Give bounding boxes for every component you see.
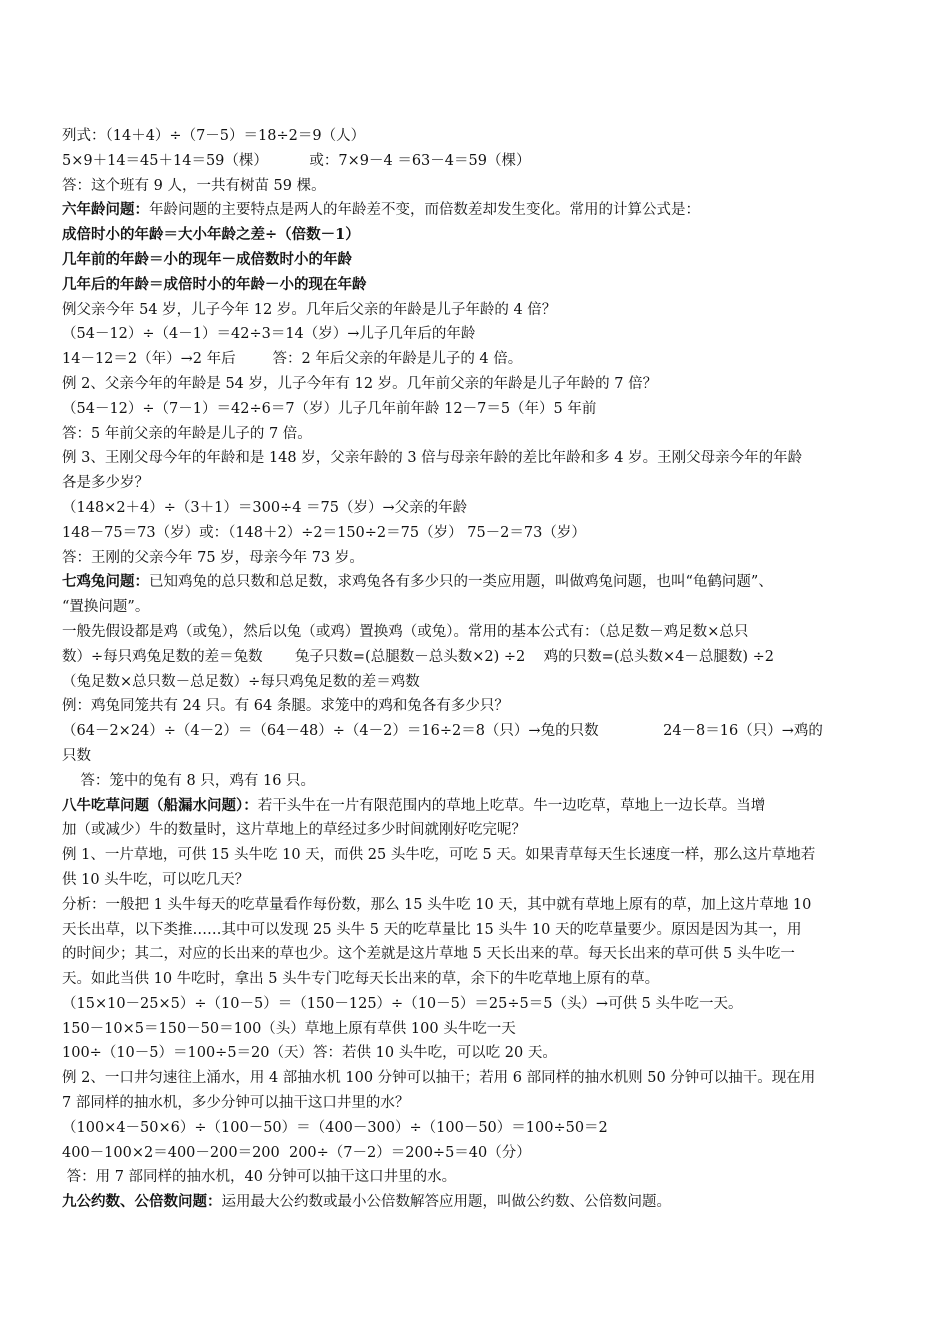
- text-line: [62, 719, 900, 744]
- body-text: 例 2、父亲今年的年龄是 54 岁，儿子今年有 12 岁。几年前父亲的年龄是儿子年龄的 7 倍？: [62, 375, 658, 392]
- text-line: [62, 322, 900, 347]
- text-line: [62, 397, 900, 422]
- body-text: 100÷（10－5）＝100÷5＝20（天）答：若供 10 头牛吃，可以吃 20 天。: [62, 1045, 557, 1062]
- text-line: [62, 992, 900, 1017]
- body-text: 5×9＋14＝45＋14＝59（棵） 或：7×9－4 ＝63－4＝59（棵）: [62, 152, 531, 169]
- bold-heading-text: 七鸡兔问题：: [62, 573, 149, 591]
- body-text: 例：鸡兔同笼共有 24 只。有 64 条腿。求笼中的鸡和兔各有多少只？: [62, 698, 509, 715]
- text-line: [62, 546, 900, 571]
- text-line: [62, 620, 900, 645]
- text-line: [62, 1066, 900, 1091]
- text-line: [62, 868, 900, 893]
- text-line: [62, 1190, 900, 1215]
- body-text: （100×4－50×6）÷（100－50）＝（400－300）÷（100－50）＝100÷50＝2: [62, 1119, 608, 1136]
- text-line: [62, 843, 900, 868]
- text-line: [62, 149, 900, 174]
- text-line: [62, 818, 900, 843]
- body-text: 的时间少；其二，对应的长出来的草也少。这个差就是这片草地 5 天长出来的草。每天长出来的草可供 5 头牛吃一: [62, 946, 795, 963]
- text-line: [62, 670, 900, 695]
- body-text: （148×2＋4）÷（3＋1）＝300÷4 ＝75（岁）→父亲的年龄: [62, 499, 468, 516]
- text-line: [62, 1141, 900, 1166]
- body-text: 答：这个班有 9 人，一共有树苗 59 棵。: [62, 177, 326, 194]
- body-text: （15×10－25×5）÷（10－5）＝（150－125）÷（10－5）＝25÷5＝5（头）→可供 5 头牛吃一天。: [62, 995, 743, 1012]
- text-line: [62, 893, 900, 918]
- text-line: [62, 694, 900, 719]
- text-line: [62, 372, 900, 397]
- body-text: 答：5 年前父亲的年龄是儿子的 7 倍。: [62, 425, 312, 442]
- text-line: [62, 298, 900, 323]
- body-text: 天。如此当供 10 牛吃时，拿出 5 头牛专门吃每天长出来的草，余下的牛吃草地上原有的草。: [62, 971, 660, 988]
- text-line: [62, 521, 900, 546]
- body-text: 各是多少岁？: [62, 475, 149, 492]
- bold-heading-text: 成倍时小的年龄＝大小年龄之差÷（倍数－1）: [62, 226, 360, 244]
- text-line: [62, 645, 900, 670]
- text-line: [62, 918, 900, 943]
- text-line: [62, 794, 900, 819]
- body-text: 148－75＝73（岁）或：（148＋2）÷2＝150÷2＝75（岁） 75－2＝73（岁）: [62, 524, 586, 541]
- body-text: 400－100×2＝400－200＝200 200÷（7－2）＝200÷5＝40（分）: [62, 1144, 531, 1161]
- text-line: [62, 1017, 900, 1042]
- body-text: 答：王刚的父亲今年 75 岁，母亲今年 73 岁。: [62, 549, 364, 566]
- text-line: [62, 446, 900, 471]
- text-line: [62, 471, 900, 496]
- body-text: 14－12＝2（年）→2 年后 答：2 年后父亲的年龄是儿子的 4 倍。: [62, 351, 523, 368]
- body-text: 150－10×5＝150－50＝100（头）草地上原有草供 100 头牛吃一天: [62, 1020, 516, 1037]
- body-text: （兔足数×总只数－总足数）÷每只鸡兔足数的差＝鸡数: [62, 673, 420, 690]
- bold-heading-text: 几年前的年龄＝小的现年－成倍数时小的年龄: [62, 250, 352, 268]
- text-line: [62, 347, 900, 372]
- body-text: 例 2、一口井匀速往上涌水，用 4 部抽水机 100 分钟可以抽干；若用 6 部同样的抽水机则 50 分钟可以抽干。现在用: [62, 1070, 816, 1087]
- body-text: 已知鸡兔的总只数和总足数，求鸡兔各有多少只的一类应用题，叫做鸡兔问题，也叫“龟鹤问题”、: [149, 574, 773, 591]
- body-text: 若干头牛在一片有限范围内的草地上吃草。牛一边吃草，草地上一边长草。当增: [257, 797, 766, 814]
- body-text: 供 10 头牛吃，可以吃几天？: [62, 871, 250, 888]
- body-text: 只数: [62, 747, 91, 764]
- text-line: [62, 744, 900, 769]
- bold-heading-text: 几年后的年龄＝成倍时小的年龄－小的现在年龄: [62, 275, 367, 293]
- body-text: 运用最大公约数或最小公倍数解答应用题，叫做公约数、公倍数问题。: [221, 1194, 671, 1211]
- body-text: 例父亲今年 54 岁，儿子今年 12 岁。几年后父亲的年龄是儿子年龄的 4 倍？: [62, 301, 557, 318]
- text-line: [62, 248, 900, 273]
- text-line: [62, 942, 900, 967]
- text-line: [62, 1041, 900, 1066]
- bold-heading-text: 六年龄问题：: [62, 201, 149, 219]
- text-line: [62, 422, 900, 447]
- body-text: 例 3、王刚父母今年的年龄和是 148 岁，父亲年龄的 3 倍与母亲年龄的差比年龄和多 4 岁。王刚父母亲今年的年龄: [62, 450, 803, 467]
- text-line: [62, 967, 900, 992]
- text-line: [62, 1091, 900, 1116]
- text-line: [62, 1165, 900, 1190]
- body-text: 7 部同样的抽水机，多少分钟可以抽干这口井里的水？: [62, 1095, 410, 1112]
- body-text: 分析：一般把 1 头牛每天的吃草量看作每份数，那么 15 头牛吃 10 天，其中就有草地上原有的草，加上这片草地 10: [62, 896, 812, 913]
- body-text: （54－12）÷（7－1）＝42÷6＝7（岁）儿子几年前年龄 12－7＝5（年）5 年前: [62, 400, 597, 417]
- text-line: [62, 124, 900, 149]
- text-line: [62, 1116, 900, 1141]
- body-text: 天长出草，以下类推……其中可以发现 25 头牛 5 天的吃草量比 15 头牛 10 天的吃草量要少。原因是因为其一，用: [62, 921, 802, 938]
- body-text: 数）÷每只鸡兔足数的差＝兔数 兔子只数=(总腿数－总头数×2) ÷2 鸡的只数=(总头数×4－总腿数) ÷2: [62, 648, 774, 665]
- body-text: 列式：（14＋4）÷（7－5）＝18÷2＝9（人）: [62, 128, 366, 144]
- text-line: [62, 595, 900, 620]
- body-text: 答：笼中的兔有 8 只，鸡有 16 只。: [62, 772, 316, 789]
- document-page: [62, 124, 900, 1215]
- text-line: [62, 223, 900, 248]
- body-text: 年龄问题的主要特点是两人的年龄差不变，而倍数差却发生变化。常用的计算公式是：: [149, 202, 700, 219]
- text-line: [62, 273, 900, 298]
- body-text: “置换问题”。: [62, 599, 150, 616]
- body-text: 加（或减少）牛的数量时，这片草地上的草经过多少时间就刚好吃完呢？: [62, 822, 526, 839]
- body-text: （64－2×24）÷（4－2）＝（64－48）÷（4－2）＝16÷2＝8（只）→兔的只数 24－8＝16（只）→鸡的: [62, 723, 823, 740]
- text-line: [62, 174, 900, 199]
- text-line: [62, 570, 900, 595]
- bold-heading-text: 八牛吃草问题（船漏水问题）：: [62, 796, 258, 814]
- body-text: 例 1、一片草地，可供 15 头牛吃 10 天，而供 25 头牛吃，可吃 5 天。如果青草每天生长速度一样，那么这片草地若: [62, 847, 816, 864]
- text-line: [62, 769, 900, 794]
- text-line: [62, 496, 900, 521]
- body-text: （54－12）÷（4－1）＝42÷3＝14（岁）→儿子几年后的年龄: [62, 326, 476, 343]
- bold-heading-text: 九公约数、公倍数问题：: [62, 1193, 222, 1211]
- body-text: 答：用 7 部同样的抽水机，40 分钟可以抽干这口井里的水。: [62, 1169, 457, 1186]
- text-line: [62, 198, 900, 223]
- body-text: 一般先假设都是鸡（或兔），然后以兔（或鸡）置换鸡（或兔）。常用的基本公式有：（总足数－鸡足数×总只: [62, 623, 749, 640]
